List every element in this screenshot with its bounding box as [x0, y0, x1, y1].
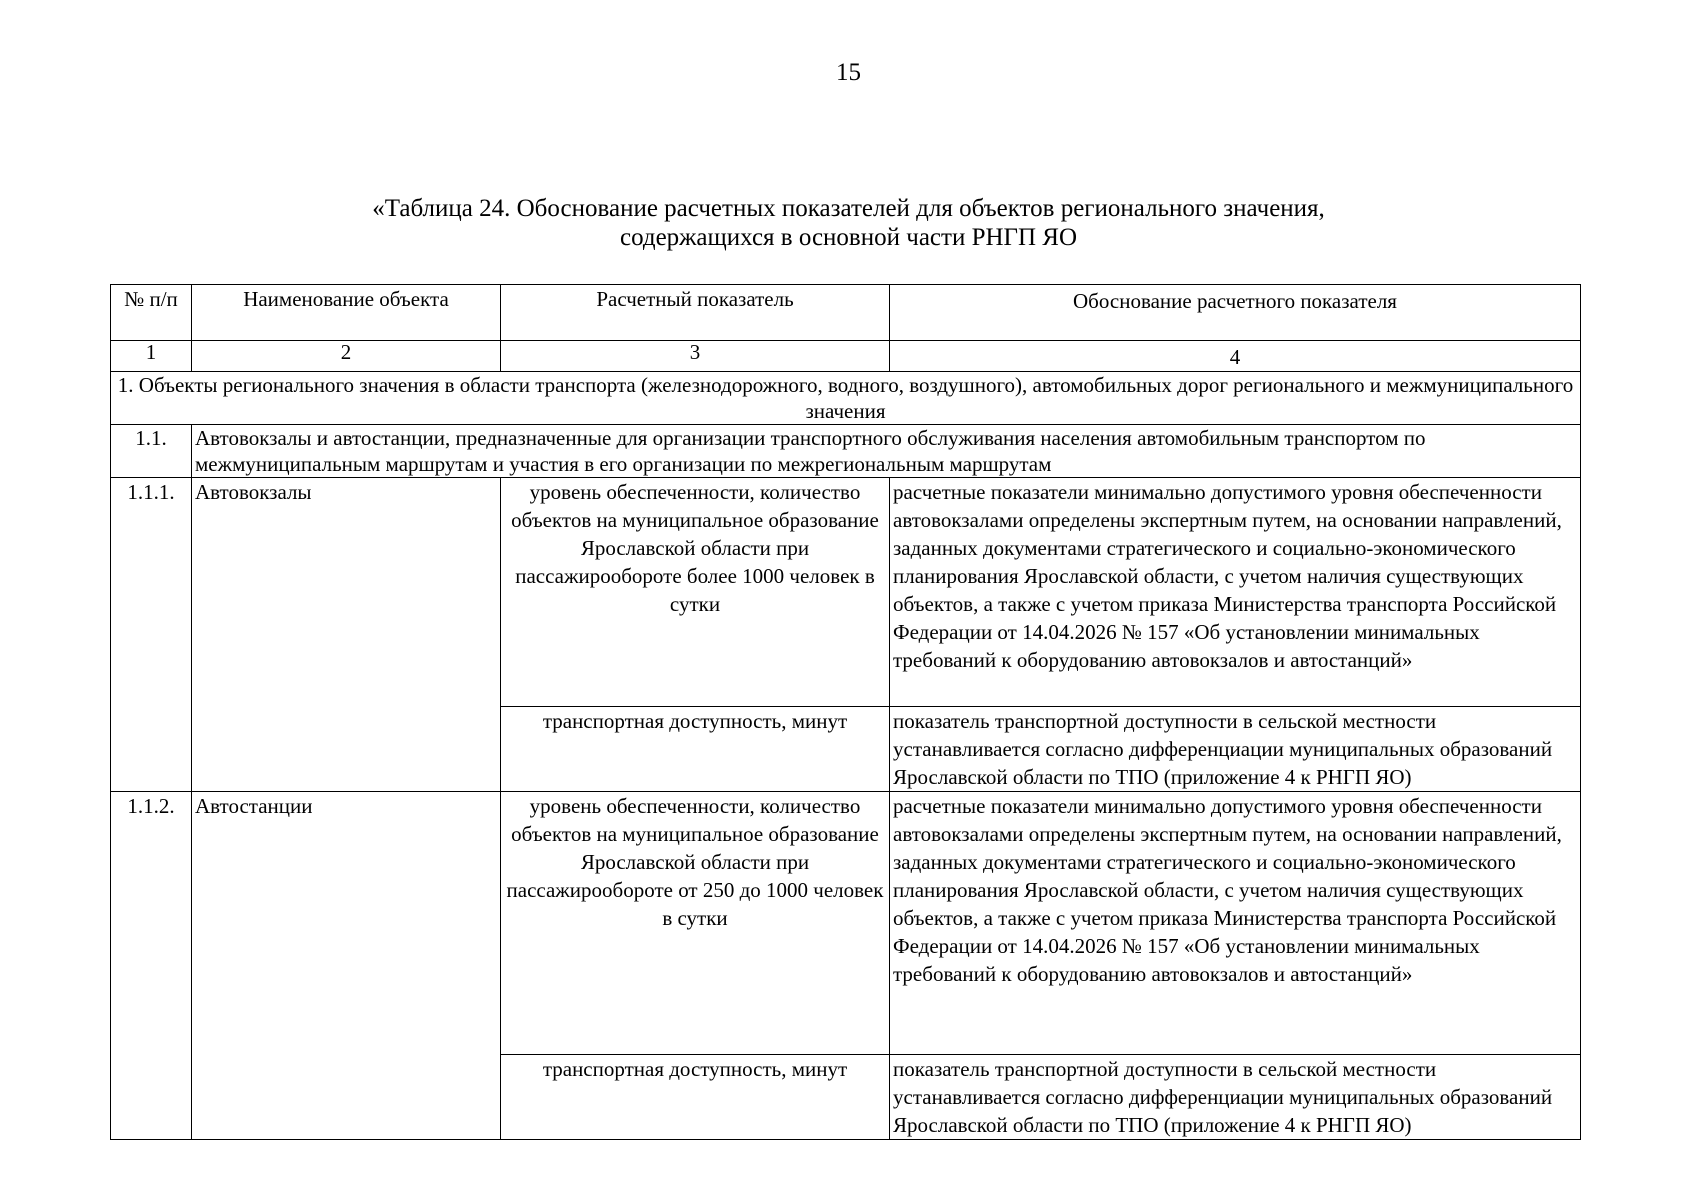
column-numbers-row — [111, 341, 1581, 372]
object-name: Автовокзалы — [192, 478, 501, 792]
indicators-table — [110, 284, 1581, 1140]
header-justification: Обоснование расчетного показателя — [890, 285, 1581, 341]
subsection-title: Автовокзалы и автостанции, предназначенные для организации транспортного обслуживания населения автомобильным транспортом по межмуниципальным маршрутам и участия в его организации по межрегиональным маршрутам — [192, 425, 1581, 478]
row-number: 1.1.1. — [111, 478, 192, 792]
section-title: 1. Объекты регионального значения в области транспорта (железнодорожного, водного, воздушного), автомобильных дорог регионального и межмуниципального значения — [111, 372, 1581, 425]
indicator-cell: транспортная доступность, минут — [501, 707, 890, 792]
table-title-line-1: «Таблица 24. Обоснование расчетных показателей для объектов регионального значения, — [372, 195, 1325, 222]
header-object-name: Наименование объекта — [192, 285, 501, 341]
justification-cell: показатель транспортной доступности в сельской местности устанавливается согласно дифференциации муниципальных образований Ярославской области по ТПО (приложение 4 к РНГП ЯО) — [890, 1055, 1581, 1140]
object-name: Автостанции — [192, 792, 501, 1140]
column-number-2: 2 — [192, 341, 501, 372]
indicator-cell: транспортная доступность, минут — [501, 1055, 890, 1140]
header-number: № п/п — [111, 285, 192, 341]
table-title — [0, 194, 1697, 252]
justification-cell: расчетные показатели минимально допустимого уровня обеспеченности автовокзалами определены экспертным путем, на основании направлений, заданных документами стратегического и социально-экономического планирования Ярославской области, с учетом наличия существующих объектов, а также с учетом приказа Министерства транспорта Российской Федерации от 14.04.2026 № 157 «Об установлении минимальных требований к оборудованию автовокзалов и автостанций» — [890, 792, 1581, 1055]
table-header-row — [111, 285, 1581, 341]
column-number-3: 3 — [501, 341, 890, 372]
row-number: 1.1.2. — [111, 792, 192, 1140]
table-title-line-2: содержащихся в основной части РНГП ЯО — [619, 224, 1078, 251]
justification-cell: показатель транспортной доступности в сельской местности устанавливается согласно дифференциации муниципальных образований Ярославской области по ТПО (приложение 4 к РНГП ЯО) — [890, 707, 1581, 792]
column-number-4: 4 — [890, 341, 1581, 372]
indicator-cell: уровень обеспеченности, количество объектов на муниципальное образование Ярославской области при пассажирообороте от 250 до 1000 человек в сутки — [501, 792, 890, 1055]
justification-cell: расчетные показатели минимально допустимого уровня обеспеченности автовокзалами определены экспертным путем, на основании направлений, заданных документами стратегического и социально-экономического планирования Ярославской области, с учетом наличия существующих объектов, а также с учетом приказа Министерства транспорта Российской Федерации от 14.04.2026 № 157 «Об установлении минимальных требований к оборудованию автовокзалов и автостанций» — [890, 478, 1581, 707]
column-number-1: 1 — [111, 341, 192, 372]
subsection-number: 1.1. — [111, 425, 192, 478]
header-indicator: Расчетный показатель — [501, 285, 890, 341]
table-row — [111, 792, 1581, 1055]
indicator-cell: уровень обеспеченности, количество объектов на муниципальное образование Ярославской области при пассажирообороте более 1000 человек в сутки — [501, 478, 890, 707]
page-number: 15 — [836, 59, 861, 86]
section-row — [111, 372, 1581, 425]
subsection-row — [111, 425, 1581, 478]
table-row — [111, 478, 1581, 707]
